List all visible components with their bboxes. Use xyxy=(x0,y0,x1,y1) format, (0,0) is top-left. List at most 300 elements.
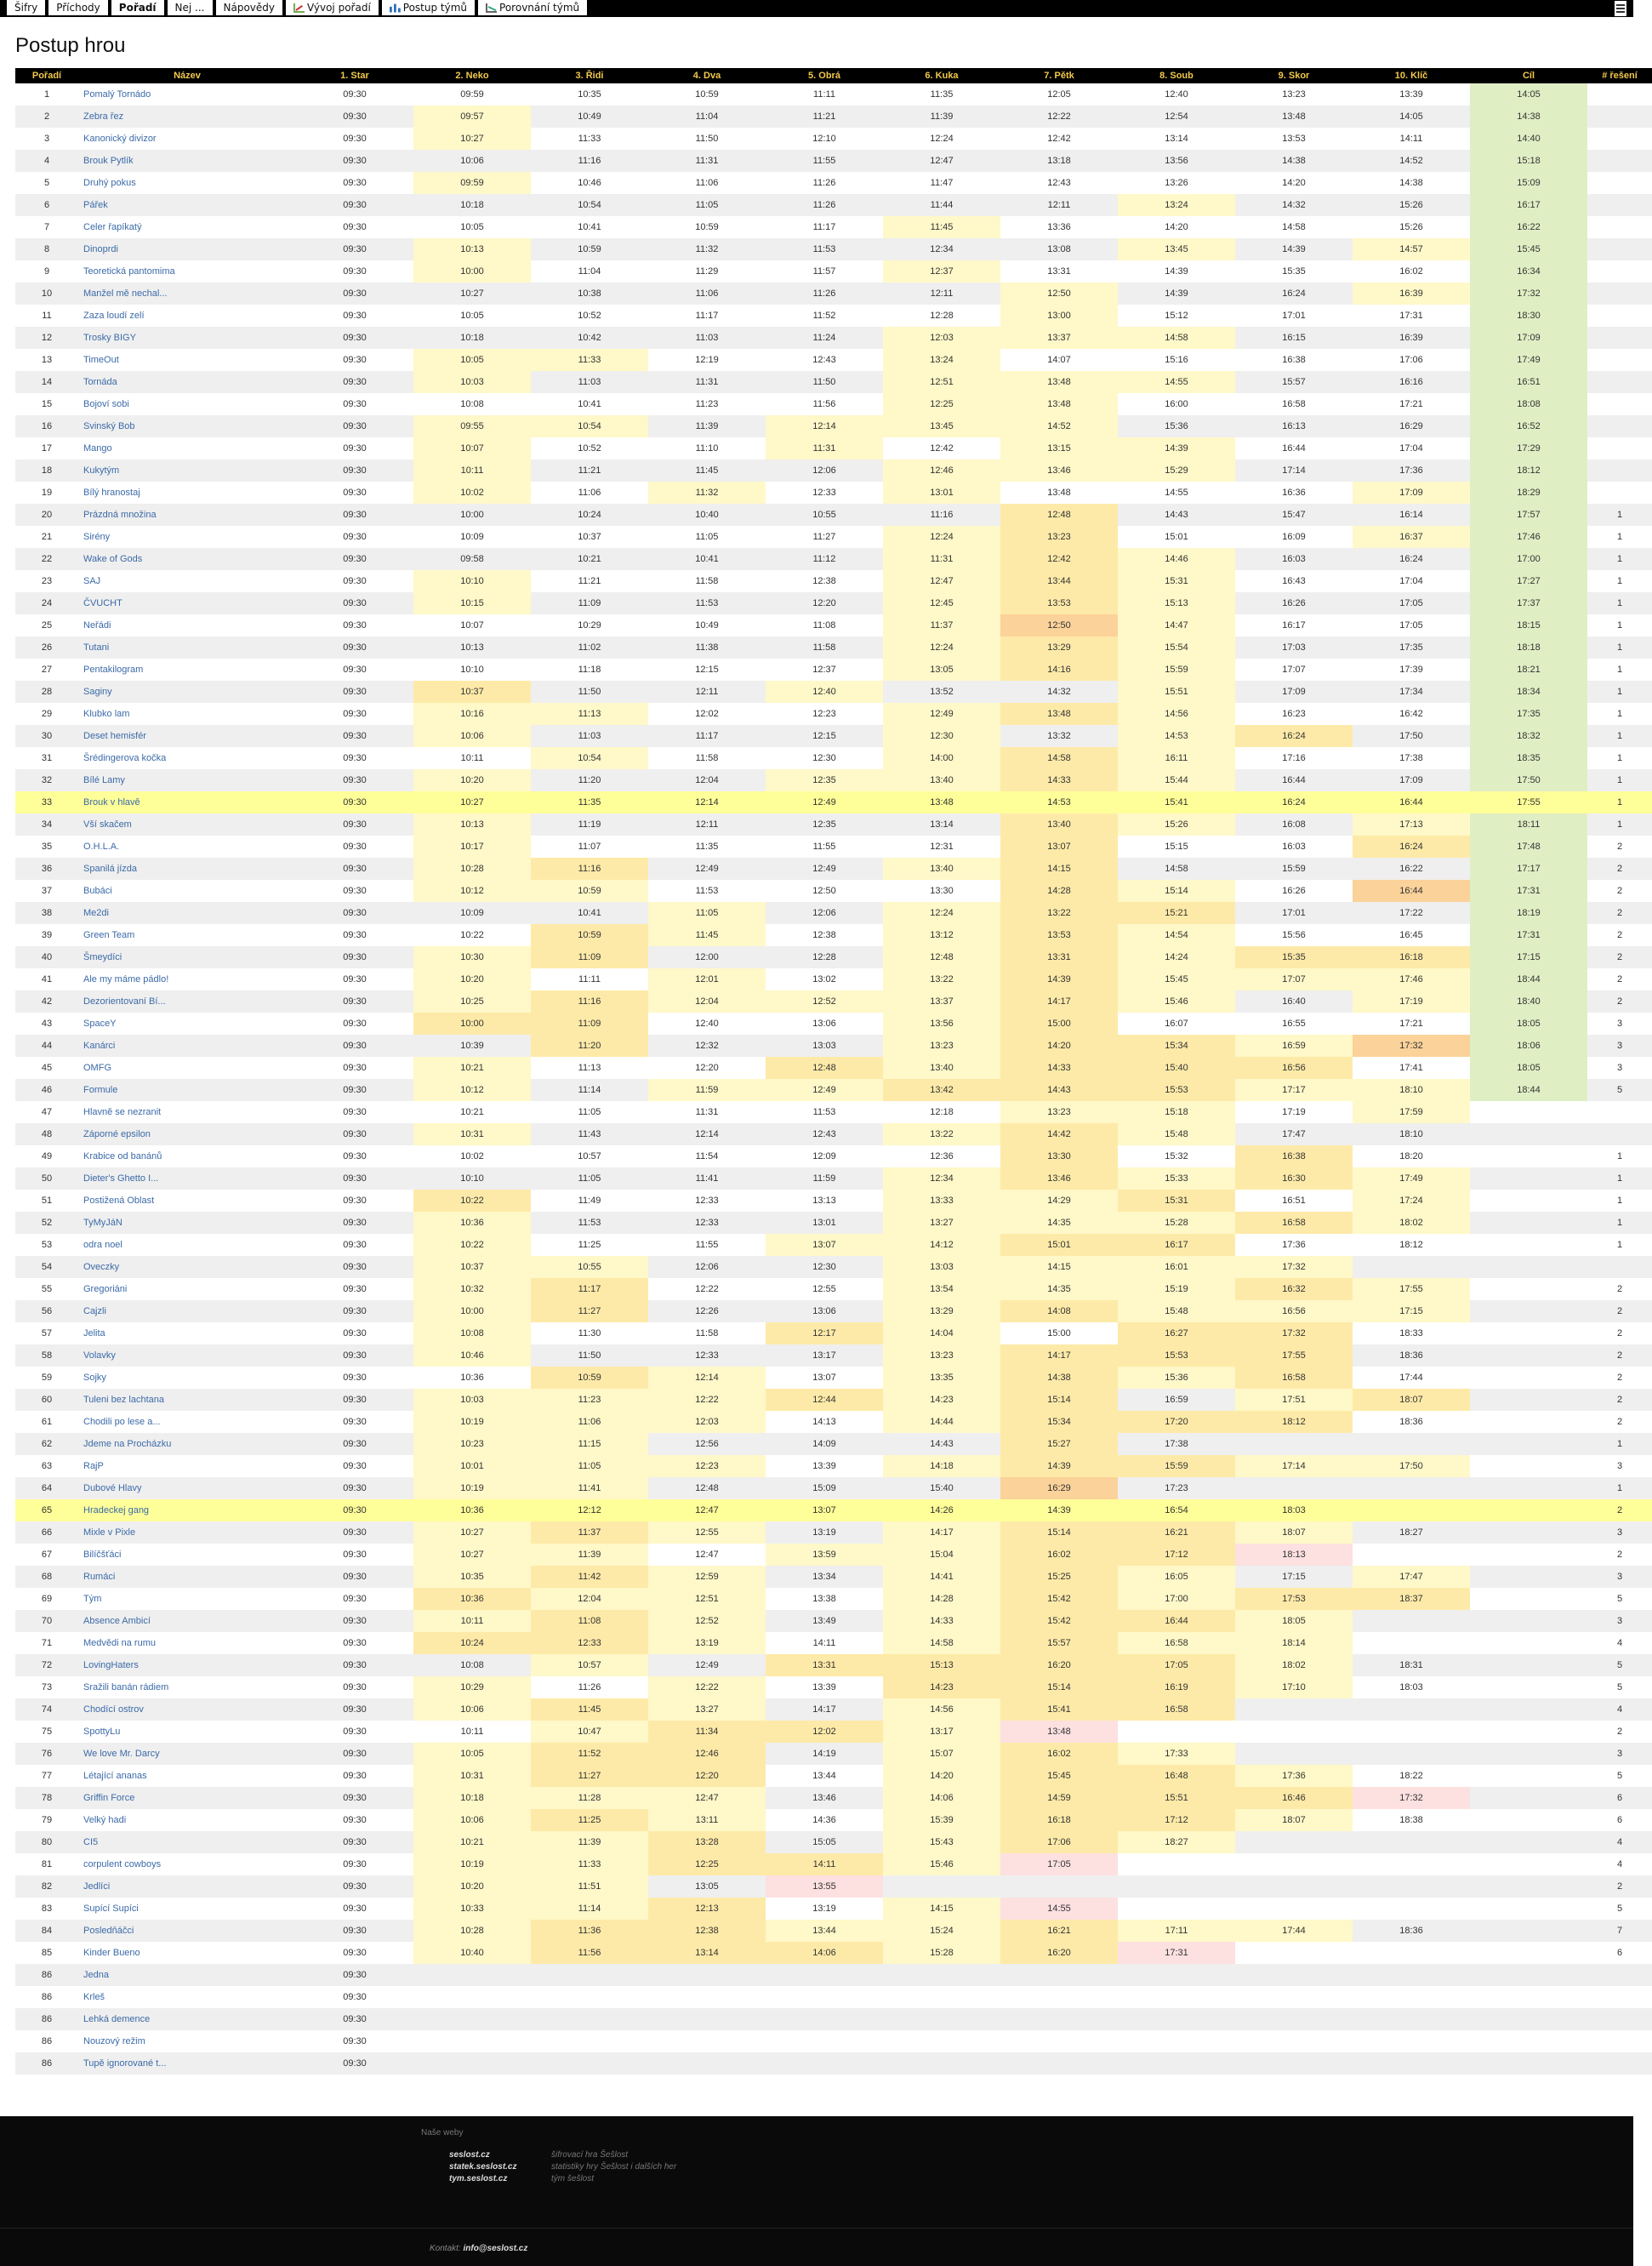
column-header[interactable]: 7. Pětk xyxy=(1000,68,1118,83)
team-link[interactable]: Green Team xyxy=(83,930,135,940)
time-cell: 10:19 xyxy=(413,1477,531,1499)
rank-cell: 42 xyxy=(15,990,78,1013)
rank-cell: 40 xyxy=(15,946,78,968)
team-link[interactable]: corpulent cowboys xyxy=(83,1859,162,1869)
time-cell: 14:55 xyxy=(1118,482,1235,504)
column-header[interactable]: # řešení xyxy=(1587,68,1652,83)
team-link[interactable]: Absence Ambicí xyxy=(83,1616,151,1626)
team-link[interactable]: LovingHaters xyxy=(83,1660,139,1670)
time-cell: 10:06 xyxy=(413,1698,531,1721)
time-cell: 15:13 xyxy=(1118,592,1235,614)
hints-count-cell: 1 xyxy=(1587,681,1652,703)
time-cell: 09:30 xyxy=(296,194,413,216)
team-link[interactable]: Oveczky xyxy=(83,1262,120,1272)
team-link[interactable]: TyMyJáN xyxy=(83,1218,122,1228)
time-cell: 15:56 xyxy=(1235,924,1353,946)
hints-count-cell: 5 xyxy=(1587,1079,1652,1101)
time-cell: 15:18 xyxy=(1118,1101,1235,1123)
time-cell: 12:55 xyxy=(766,1278,883,1300)
tab-label: Šifry xyxy=(14,2,38,14)
team-link[interactable]: Tutani xyxy=(83,642,110,653)
time-cell: 10:59 xyxy=(531,924,648,946)
time-cell: 12:47 xyxy=(648,1499,766,1521)
team-link[interactable]: Dezorientovaní Bí... xyxy=(83,996,166,1007)
team-link[interactable]: Jdeme na Procházku xyxy=(83,1439,172,1449)
time-cell: 17:16 xyxy=(1235,747,1353,769)
team-link[interactable]: Bojoví sobi xyxy=(83,399,129,409)
time-cell: 16:58 xyxy=(1235,1212,1353,1234)
team-link[interactable]: Brouk Pytlík xyxy=(83,156,134,166)
time-cell xyxy=(883,1986,1000,2008)
footer-link-row[interactable] xyxy=(449,2162,676,2172)
team-link[interactable]: Kanárci xyxy=(83,1041,116,1051)
time-cell: 11:16 xyxy=(531,150,648,172)
table-row xyxy=(15,260,1652,283)
team-link[interactable]: Zebra řez xyxy=(83,111,124,122)
time-cell: 15:36 xyxy=(1118,415,1235,437)
team-link[interactable]: Krleš xyxy=(83,1992,105,2002)
team-link[interactable]: Deset hemisfér xyxy=(83,731,146,741)
time-cell: 15:15 xyxy=(1118,836,1235,858)
time-cell: 11:16 xyxy=(883,504,1000,526)
team-link[interactable]: Spanilá jízda xyxy=(83,864,137,874)
time-cell: 11:14 xyxy=(531,1079,648,1101)
team-link[interactable]: Medvědi na rumu xyxy=(83,1638,156,1648)
time-cell xyxy=(413,2052,531,2075)
team-link[interactable]: Jedna xyxy=(83,1970,109,1980)
time-cell: 18:02 xyxy=(1235,1654,1353,1676)
time-cell: 14:11 xyxy=(766,1632,883,1654)
time-cell: 09:30 xyxy=(296,747,413,769)
time-cell: 15:42 xyxy=(1000,1610,1118,1632)
time-cell: 12:49 xyxy=(766,1079,883,1101)
rank-cell: 11 xyxy=(15,305,78,327)
bar-chart-icon xyxy=(390,3,401,13)
team-link[interactable]: Manžel mě nechal... xyxy=(83,288,168,299)
column-header[interactable]: Cíl xyxy=(1470,68,1587,83)
team-link[interactable]: Saginy xyxy=(83,687,112,697)
team-link[interactable]: Sirény xyxy=(83,532,111,542)
time-cell: 14:12 xyxy=(883,1234,1000,1256)
time-cell: 17:15 xyxy=(1235,1566,1353,1588)
time-cell: 12:48 xyxy=(766,1057,883,1079)
table-row xyxy=(15,1057,1652,1079)
rank-cell: 67 xyxy=(15,1544,78,1566)
finish-time-cell xyxy=(1470,1212,1587,1234)
team-link[interactable]: CI5 xyxy=(83,1837,99,1847)
team-link[interactable]: TimeOut xyxy=(83,355,119,365)
time-cell: 15:46 xyxy=(1118,990,1235,1013)
team-link[interactable]: Volavky xyxy=(83,1350,116,1361)
tab-0[interactable] xyxy=(7,0,45,15)
hints-count-cell: 1 xyxy=(1587,636,1652,659)
team-link[interactable]: RajP xyxy=(83,1461,104,1471)
team-link[interactable]: Postižená Oblast xyxy=(83,1196,155,1206)
tab-3[interactable] xyxy=(168,0,213,15)
time-cell: 15:59 xyxy=(1118,1455,1235,1477)
team-link[interactable]: Klubko lam xyxy=(83,709,130,719)
team-link[interactable]: Teoretická pantomima xyxy=(83,266,175,277)
team-link[interactable]: Nouzový režim xyxy=(83,2036,145,2046)
time-cell: 14:17 xyxy=(766,1698,883,1721)
team-link[interactable]: Formule xyxy=(83,1085,118,1095)
time-cell: 12:30 xyxy=(883,725,1000,747)
team-link[interactable]: Prázdná množina xyxy=(83,510,157,520)
time-cell: 10:05 xyxy=(413,349,531,371)
time-cell: 14:47 xyxy=(1118,614,1235,636)
table-row xyxy=(15,1521,1652,1544)
tab-label: Postup týmů xyxy=(402,2,468,14)
team-link[interactable]: Gregoriáni xyxy=(83,1284,128,1294)
team-link[interactable]: Létající ananas xyxy=(83,1771,147,1781)
column-header[interactable]: 4. Dva xyxy=(648,68,766,83)
page-title: Postup hrou xyxy=(15,34,126,57)
time-cell: 15:57 xyxy=(1235,371,1353,393)
time-cell: 10:31 xyxy=(413,1765,531,1787)
time-cell: 09:30 xyxy=(296,924,413,946)
team-link[interactable]: Tupě ignorované t... xyxy=(83,2058,167,2069)
team-link[interactable]: OMFG xyxy=(83,1063,111,1073)
time-cell: 09:30 xyxy=(296,1499,413,1521)
time-cell: 11:42 xyxy=(531,1566,648,1588)
team-name-cell xyxy=(78,1256,296,1278)
rank-cell: 46 xyxy=(15,1079,78,1101)
time-cell: 11:23 xyxy=(531,1389,648,1411)
team-link[interactable]: Tým xyxy=(83,1594,102,1604)
time-cell: 15:53 xyxy=(1118,1079,1235,1101)
finish-time-cell xyxy=(1470,1566,1587,1588)
hints-count-cell: 2 xyxy=(1587,1721,1652,1743)
team-link[interactable]: Druhý pokus xyxy=(83,178,136,188)
team-link[interactable]: Brouk v hlavě xyxy=(83,797,140,808)
tab-7[interactable] xyxy=(478,0,587,15)
time-cell: 12:46 xyxy=(648,1743,766,1765)
team-link[interactable]: Kanonický divizor xyxy=(83,134,157,144)
time-cell: 10:25 xyxy=(413,990,531,1013)
column-header[interactable]: 2. Neko xyxy=(413,68,531,83)
team-link[interactable]: Zaza loudí zelí xyxy=(83,311,145,321)
time-cell: 11:52 xyxy=(531,1743,648,1765)
table-row xyxy=(15,305,1652,327)
time-cell: 09:30 xyxy=(296,504,413,526)
time-cell: 16:32 xyxy=(1235,1278,1353,1300)
team-name-cell xyxy=(78,1190,296,1212)
team-link[interactable]: Kukytým xyxy=(83,465,120,476)
time-cell: 13:22 xyxy=(883,1123,1000,1145)
team-name-cell xyxy=(78,1455,296,1477)
team-link[interactable]: Wake of Gods xyxy=(83,554,143,564)
time-cell: 10:59 xyxy=(531,1367,648,1389)
team-link[interactable]: SpaceY xyxy=(83,1019,117,1029)
time-cell: 11:25 xyxy=(531,1809,648,1831)
team-link[interactable]: Kinder Bueno xyxy=(83,1948,140,1958)
time-cell: 10:20 xyxy=(413,968,531,990)
time-cell: 10:23 xyxy=(413,1433,531,1455)
team-link[interactable]: ČVUCHT xyxy=(83,598,122,608)
time-cell: 15:04 xyxy=(883,1544,1000,1566)
team-name-cell xyxy=(78,1477,296,1499)
finish-time-cell xyxy=(1470,1278,1587,1300)
team-link[interactable]: Pomalý Tornádo xyxy=(83,89,151,100)
time-cell: 16:18 xyxy=(1353,946,1470,968)
team-link[interactable]: Tuleni bez lachtana xyxy=(83,1395,164,1405)
rank-cell: 57 xyxy=(15,1322,78,1344)
column-header[interactable]: 8. Soub xyxy=(1118,68,1235,83)
time-cell xyxy=(883,2052,1000,2075)
time-cell: 09:30 xyxy=(296,1101,413,1123)
team-link[interactable]: Neřádi xyxy=(83,620,111,631)
time-cell: 13:24 xyxy=(1118,194,1235,216)
tab-1[interactable] xyxy=(48,0,108,15)
time-cell: 17:47 xyxy=(1353,1566,1470,1588)
table-row xyxy=(15,747,1652,769)
time-cell: 11:17 xyxy=(531,1278,648,1300)
time-cell: 10:27 xyxy=(413,1521,531,1544)
team-link[interactable]: Bílý hranostaj xyxy=(83,488,140,498)
team-link[interactable]: Dieter's Ghetto I... xyxy=(83,1173,159,1184)
team-link[interactable]: Bubáci xyxy=(83,886,112,896)
time-cell: 17:10 xyxy=(1235,1676,1353,1698)
time-cell: 11:31 xyxy=(648,1101,766,1123)
time-cell: 10:27 xyxy=(413,283,531,305)
finish-time-cell xyxy=(1470,1256,1587,1278)
team-name-cell xyxy=(78,1787,296,1809)
team-link[interactable]: Bílé Lamy xyxy=(83,775,125,785)
time-cell: 17:49 xyxy=(1353,1167,1470,1190)
team-name-cell xyxy=(78,283,296,305)
time-cell: 18:07 xyxy=(1235,1809,1353,1831)
hints-count-cell: 1 xyxy=(1587,769,1652,791)
hints-count-cell: 1 xyxy=(1587,1477,1652,1499)
team-link[interactable]: Chodící ostrov xyxy=(83,1704,144,1715)
hints-count-cell: 2 xyxy=(1587,1322,1652,1344)
time-cell: 11:11 xyxy=(531,968,648,990)
team-link[interactable]: Hradeckej gang xyxy=(83,1505,150,1515)
tab-4[interactable] xyxy=(216,0,283,15)
table-row xyxy=(15,1632,1652,1654)
time-cell: 10:24 xyxy=(531,504,648,526)
time-cell: 11:39 xyxy=(648,415,766,437)
column-header[interactable]: Název xyxy=(78,68,296,83)
table-row xyxy=(15,1676,1652,1698)
rank-cell: 24 xyxy=(15,592,78,614)
time-cell: 11:53 xyxy=(648,592,766,614)
hints-count-cell: 3 xyxy=(1587,1566,1652,1588)
time-cell: 15:34 xyxy=(1118,1035,1235,1057)
team-link[interactable]: Griffin Force xyxy=(83,1793,135,1803)
team-link[interactable]: Sojky xyxy=(83,1373,106,1383)
team-link[interactable]: Velký hadi xyxy=(83,1815,127,1825)
rank-cell: 19 xyxy=(15,482,78,504)
time-cell: 13:39 xyxy=(1353,83,1470,106)
tab-list xyxy=(7,0,587,15)
time-cell: 12:22 xyxy=(648,1676,766,1698)
time-cell: 13:29 xyxy=(1000,636,1118,659)
time-cell: 18:03 xyxy=(1353,1676,1470,1698)
time-cell: 10:36 xyxy=(413,1367,531,1389)
rank-cell: 78 xyxy=(15,1787,78,1809)
time-cell xyxy=(1353,1256,1470,1278)
table-row xyxy=(15,1344,1652,1367)
column-header[interactable]: 3. Řidi xyxy=(531,68,648,83)
time-cell: 12:31 xyxy=(883,836,1000,858)
finish-time-cell xyxy=(1470,1101,1587,1123)
team-link[interactable]: We love Mr. Darcy xyxy=(83,1749,160,1759)
time-cell: 13:46 xyxy=(1000,1167,1118,1190)
team-link[interactable]: SpottyLu xyxy=(83,1727,121,1737)
time-cell: 16:24 xyxy=(1353,836,1470,858)
rank-cell: 10 xyxy=(15,283,78,305)
team-link[interactable]: Šrédingerova kočka xyxy=(83,753,167,763)
hints-count-cell: 4 xyxy=(1587,1632,1652,1654)
time-cell: 15:14 xyxy=(1000,1389,1118,1411)
time-cell: 15:00 xyxy=(1000,1322,1118,1344)
time-cell: 11:49 xyxy=(531,1190,648,1212)
hints-count-cell xyxy=(1587,283,1652,305)
rank-cell: 77 xyxy=(15,1765,78,1787)
team-link[interactable]: Hlavně se nezranit xyxy=(83,1107,162,1117)
team-link[interactable]: Chodili po lese a... xyxy=(83,1417,161,1427)
team-name-cell xyxy=(78,1411,296,1433)
team-link[interactable]: Trosky BIGY xyxy=(83,333,136,343)
time-cell: 13:31 xyxy=(766,1654,883,1676)
time-cell: 11:51 xyxy=(531,1875,648,1898)
team-link[interactable]: Dinoprdi xyxy=(83,244,118,254)
team-link[interactable]: Mango xyxy=(83,443,112,454)
table-row xyxy=(15,1721,1652,1743)
team-link[interactable]: Pentakilogram xyxy=(83,665,144,675)
footer-site[interactable]: seslost.cz xyxy=(449,2150,490,2160)
time-cell xyxy=(1353,2008,1470,2030)
team-link[interactable]: Krabice od banánů xyxy=(83,1151,162,1162)
footer-site[interactable]: tym.seslost.cz xyxy=(449,2174,508,2183)
team-link[interactable]: Vší skačem xyxy=(83,819,132,830)
column-header[interactable]: 9. Skor xyxy=(1235,68,1353,83)
time-cell: 09:30 xyxy=(296,570,413,592)
time-cell: 13:46 xyxy=(766,1787,883,1809)
team-link[interactable]: Rumáci xyxy=(83,1572,116,1582)
table-row xyxy=(15,1610,1652,1632)
time-cell: 09:30 xyxy=(296,1986,413,2008)
team-link[interactable]: Ale my máme pádlo! xyxy=(83,974,169,985)
team-link[interactable]: Cajzli xyxy=(83,1306,106,1316)
team-link[interactable]: Šmeydíci xyxy=(83,952,122,962)
footer-link-row[interactable] xyxy=(449,2150,628,2160)
time-cell: 17:20 xyxy=(1118,1411,1235,1433)
time-cell xyxy=(413,1986,531,2008)
table-row xyxy=(15,1101,1652,1123)
column-header[interactable]: 10. Klíč xyxy=(1353,68,1470,83)
table-row xyxy=(15,504,1652,526)
team-link[interactable]: Sražili banán rádiem xyxy=(83,1682,169,1692)
team-link[interactable]: Dubové Hlavy xyxy=(83,1483,142,1493)
table-row xyxy=(15,902,1652,924)
table-row xyxy=(15,813,1652,836)
tab-6[interactable] xyxy=(382,0,475,15)
time-cell: 15:44 xyxy=(1118,769,1235,791)
team-link[interactable]: Posledňáčci xyxy=(83,1926,134,1936)
team-link[interactable]: Jedlíci xyxy=(83,1881,111,1892)
team-link[interactable]: Mixle v Pixle xyxy=(83,1527,136,1538)
time-cell: 10:20 xyxy=(413,1875,531,1898)
time-cell: 11:15 xyxy=(531,1433,648,1455)
time-cell: 12:35 xyxy=(766,769,883,791)
team-link[interactable]: Tornáda xyxy=(83,377,117,387)
time-cell: 16:44 xyxy=(1118,1610,1235,1632)
time-cell xyxy=(648,1964,766,1986)
team-link[interactable]: Bilíčšťáci xyxy=(83,1550,122,1560)
column-header[interactable]: 5. Obrá xyxy=(766,68,883,83)
footer-link-row[interactable] xyxy=(449,2174,594,2183)
time-cell: 16:26 xyxy=(1235,592,1353,614)
tab-5[interactable] xyxy=(286,0,379,15)
team-link[interactable]: Svinský Bob xyxy=(83,421,135,431)
team-link[interactable]: Pářek xyxy=(83,200,108,210)
team-name-cell xyxy=(78,393,296,415)
team-link[interactable]: Lehká demence xyxy=(83,2014,151,2024)
finish-time-cell xyxy=(1470,1344,1587,1367)
time-cell: 10:59 xyxy=(531,238,648,260)
table-row xyxy=(15,1212,1652,1234)
time-cell: 16:43 xyxy=(1235,570,1353,592)
team-link[interactable]: Me2di xyxy=(83,908,109,918)
time-cell: 13:23 xyxy=(1000,526,1118,548)
time-cell: 17:15 xyxy=(1353,1300,1470,1322)
team-link[interactable]: O.H.L.A. xyxy=(83,842,120,852)
time-cell: 17:13 xyxy=(1353,813,1470,836)
column-header[interactable]: Pořadí xyxy=(15,68,78,83)
time-cell: 09:30 xyxy=(296,725,413,747)
table-row xyxy=(15,1875,1652,1898)
time-cell: 13:54 xyxy=(883,1278,1000,1300)
column-header[interactable]: 1. Star xyxy=(296,68,413,83)
time-cell: 18:02 xyxy=(1353,1212,1470,1234)
team-link[interactable]: Záporné epsilon xyxy=(83,1129,151,1139)
team-link[interactable]: Supící Supíci xyxy=(83,1904,139,1914)
team-link[interactable]: Celer řapíkatý xyxy=(83,222,142,232)
time-cell: 11:37 xyxy=(883,614,1000,636)
time-cell xyxy=(1235,1853,1353,1875)
menu-icon[interactable] xyxy=(1615,1,1626,16)
hints-count-cell xyxy=(1587,349,1652,371)
time-cell: 10:00 xyxy=(413,504,531,526)
table-row xyxy=(15,1499,1652,1521)
team-link[interactable]: odra noel xyxy=(83,1240,122,1250)
finish-time-cell xyxy=(1470,1721,1587,1743)
hints-count-cell xyxy=(1587,459,1652,482)
tab-2[interactable] xyxy=(111,0,164,15)
time-cell: 11:53 xyxy=(766,1101,883,1123)
time-cell: 10:59 xyxy=(648,83,766,106)
column-header[interactable]: 6. Kuka xyxy=(883,68,1000,83)
time-cell: 12:03 xyxy=(883,327,1000,349)
time-cell: 09:58 xyxy=(413,548,531,570)
team-link[interactable]: Jelita xyxy=(83,1328,105,1338)
time-cell: 12:18 xyxy=(883,1101,1000,1123)
contact-email-link[interactable]: info@seslost.cz xyxy=(463,2244,528,2253)
footer-site[interactable]: statek.seslost.cz xyxy=(449,2162,517,2172)
time-cell xyxy=(1000,2052,1118,2075)
time-cell: 11:08 xyxy=(766,614,883,636)
time-cell: 12:06 xyxy=(648,1256,766,1278)
team-link[interactable]: SAJ xyxy=(83,576,101,586)
team-name-cell xyxy=(78,260,296,283)
finish-time-cell: 17:48 xyxy=(1470,836,1587,858)
table-row xyxy=(15,106,1652,128)
time-cell: 11:37 xyxy=(531,1521,648,1544)
team-name-cell xyxy=(78,504,296,526)
rank-cell: 7 xyxy=(15,216,78,238)
